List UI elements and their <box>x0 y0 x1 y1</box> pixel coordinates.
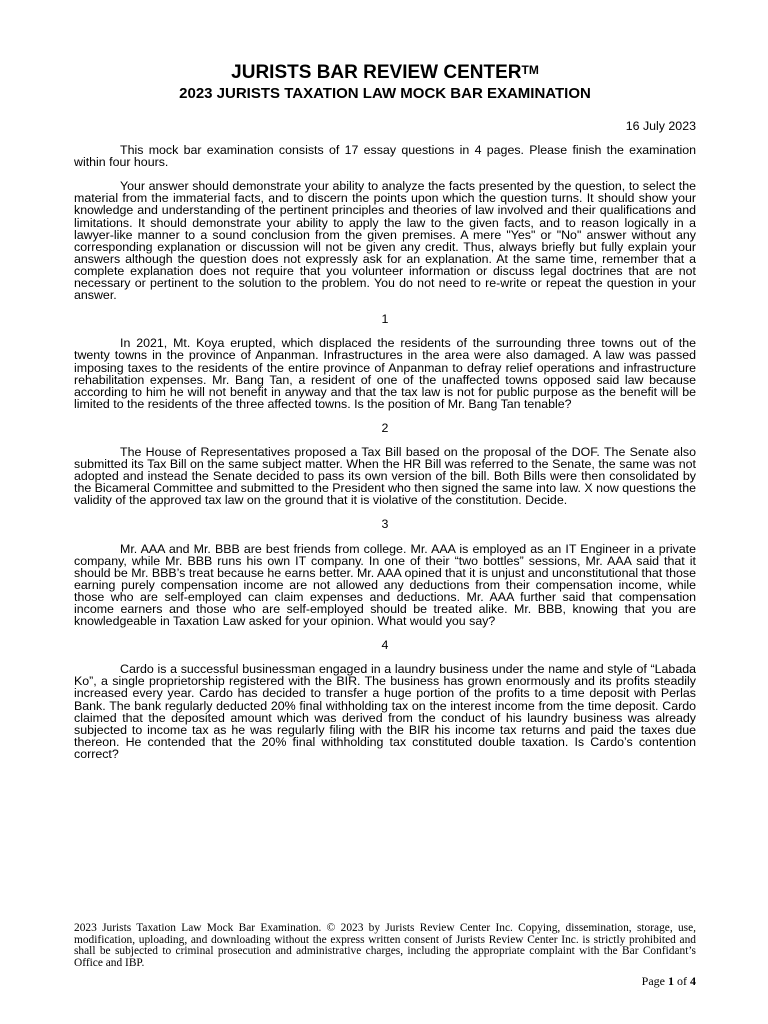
question-number: 3 <box>381 517 389 532</box>
page-current: 1 <box>668 974 674 988</box>
question-text: The House of Representatives proposed a Tax Bill based on the proposal of the DOF. The Senate also submitted its Tax Bill on the same subject matter. When the HR Bill was referred to the Senate, the same was not adopted and instead the Senate decided to pass its own version of the bill. Both Bills were then consolidated by the Bicameral Committee and submitted to the President who then signed the same into law. X now questions the validity of the approved tax law on the ground that it is violative of the constitution. Decide. <box>74 444 696 508</box>
question-text: In 2021, Mt. Koya erupted, which displaced the residents of the surrounding three towns out of the twenty towns in the province of Anpanman. Infrastructures in the area were also damaged. A law was passed imposing taxes to the residents of the entire province of Anpanman to defray relief operations and infrastructure rehabilitation expenses. Mr. Bang Tan, a resident of one of the unaffected towns opposed said law because according to him he will not benefit in anyway and that the tax law is not for public purpose as the benefit will be limited to the residents of the three affected towns. Is the position of Mr. Bang Tan tenable? <box>74 336 696 411</box>
question-text: Mr. AAA and Mr. BBB are best friends from college. Mr. AAA is employed as an IT Engineer in a private company, while Mr. BBB runs his own IT company. In one of their “two bottles” sessions, Mr. AAA said that it should be Mr. BBB’s treat because he earns better. Mr. AAA opined that it is unjust and unconstitutional that those earning purely compensation income are not allowed any deductions from their compensation income, while those who are self-employed can claim expenses and deductions. Mr. AAA further said that compensation income earners and those who are self-employed should be treated alike. Mr. BBB, knowing that you are knowledgeable in Taxation Law asked for your opinion. What would you say? <box>74 541 696 629</box>
page-label: Page <box>641 974 665 988</box>
center-name: JURISTS BAR REVIEW CENTER <box>231 62 522 83</box>
trademark-mark: TM <box>521 63 539 77</box>
exam-subtitle: 2023 JURISTS TAXATION LAW MOCK BAR EXAMINATION <box>179 85 591 102</box>
page-of: of <box>677 974 687 988</box>
instructions-paragraph: Your answer should demonstrate your ability to analyze the facts presented by the question, to select the material from the immaterial facts, and to discern the points upon which the question turns. It should show your knowledge and understanding of the pertinent principles and theories of law involved and their qualifications and limitations. It should demonstrate your ability to apply the law to the given facts, and to reason logically in a lawyer-like manner to a sound conclusion from the given premises. A mere "Yes" or "No" answer without any corresponding explanation or discussion will not be given any credit. Thus, always briefly but fully explain your answers although the question does not expressly ask for an explanation. At the same time, remember that a complete explanation does not require that you volunteer information or discuss legal doctrines that are not necessary or pertinent to the solution to the problem. You do not need to re-write or repeat the question in your answer. <box>74 179 696 303</box>
page-number <box>642 975 696 987</box>
exam-date: 16 July 2023 <box>625 119 696 133</box>
question-number: 2 <box>381 420 389 435</box>
page-title <box>74 62 696 84</box>
copyright-notice: 2023 Jurists Taxation Law Mock Bar Examination. © 2023 by Jurists Review Center Inc. Copying, dissemination, storage, use, modification, uploading, and downloading without the express written consent of Jurists Review Center Inc. is strictly prohibited and shall be subjected to criminal prosecution and administrative charges, including the appropriate complaint with the Bar Confidant’s Office and IBP. <box>74 922 696 969</box>
question-text: Cardo is a successful businessman engaged in a laundry business under the name and style of “Labada Ko”, a single proprietorship registered with the BIR. The business has grown enormously and its profits steadily increased every year. Cardo has decided to transfer a huge portion of the profits to a time deposit with Perlas Bank. The bank regularly deducted 20% final withholding tax on the interest income from the time deposit. Cardo claimed that the deposited amount which was derived from the conduct of his laundry business was already subjected to income tax as he was regularly filing with the BIR his income tax returns and paid the taxes due thereon. He contended that the 20% final withholding tax constituted double taxation. Is Cardo’s contention correct? <box>74 662 696 761</box>
question-number: 4 <box>381 638 389 653</box>
page-total: 4 <box>690 974 696 988</box>
question-number: 1 <box>381 312 389 327</box>
intro-paragraph: This mock bar examination consists of 17 essay questions in 4 pages. Please finish the examination within four hours. <box>74 143 696 170</box>
